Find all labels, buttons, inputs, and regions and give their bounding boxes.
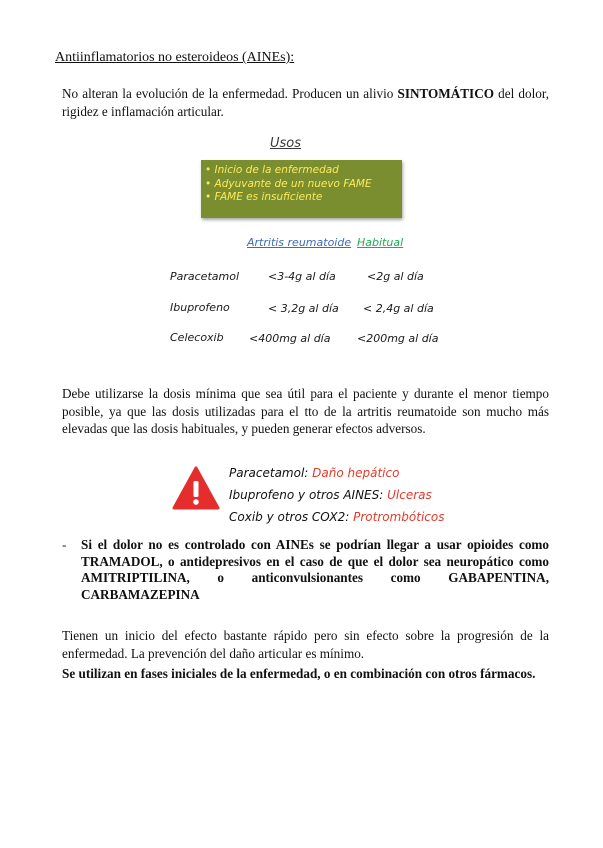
adverse-effect: Daño hepático (312, 466, 400, 480)
adverse-line (229, 510, 445, 524)
bullet-line: CARBAMAZEPINA (81, 586, 200, 602)
bullet-dash: - (62, 537, 67, 552)
adverse-label: Paracetamol: (229, 466, 309, 480)
dose-habitual: < 2,4g al día (363, 302, 434, 315)
final-paragraph: Se utilizan en fases iniciales de la enfermedad, o en combinación con otros fármacos. (62, 666, 536, 681)
usos-item: • FAME es insuficiente (205, 191, 402, 205)
warning-icon (171, 464, 221, 514)
bullet-line: TRAMADOL, o antidepresivos en el caso de que el dolor sea neuropático como (81, 553, 549, 569)
dose-habitual: <200mg al día (357, 332, 439, 345)
adverse-line (229, 466, 399, 480)
intro-paragraph (62, 85, 549, 120)
dose-paragraph: Debe utilizarse la dosis mínima que sea útil para el paciente y durante el menor tiempo posible, ya que las dosis utilizadas para el tto de la artritis reumatoide son mucho más elevadas que las dosis habituales, y pueden generar efectos adversos. (62, 386, 549, 436)
dose-ar: < 3,2g al día (268, 302, 339, 315)
dose-ar: <3-4g al día (268, 270, 336, 283)
usos-box (201, 160, 402, 218)
bullet-text (81, 537, 549, 603)
usos-title: Usos (270, 136, 302, 151)
adverse-line (229, 488, 432, 502)
drug-name: Celecoxib (170, 331, 224, 344)
usos-item: • Adyuvante de un nuevo FAME (205, 178, 402, 192)
adverse-label: Coxib y otros COX2: (229, 510, 350, 524)
section-heading: Antiinflamatorios no esteroideos (AINEs): (55, 50, 295, 65)
column-header-habitual: Habitual (357, 236, 404, 249)
dose-ar: <400mg al día (249, 332, 331, 345)
dose-habitual: <2g al día (367, 270, 424, 283)
onset-paragraph: Tienen un inicio del efecto bastante rápido pero sin efecto sobre la progresión de la enfermedad. La prevención del daño articular es mínimo. (62, 628, 549, 661)
usos-item: • Inicio de la enfermedad (205, 164, 402, 178)
drug-name: Paracetamol (170, 270, 240, 283)
intro-text-after: del dolor, rigidez e inflamación articular. (62, 86, 549, 119)
intro-bold: SINTOMÁTICO (397, 86, 494, 101)
intro-text-before: No alteran la evolución de la enfermedad. Producen un alivio (62, 86, 398, 101)
adverse-label: Ibuprofeno y otros AINES: (229, 488, 384, 502)
drug-name: Ibuprofeno (170, 301, 230, 314)
adverse-effect: Ulceras (387, 488, 432, 502)
adverse-effect: Protrombóticos (353, 510, 445, 524)
bullet-line: AMITRIPTILINA, o anticonvulsionantes como GABAPENTINA, (81, 570, 549, 585)
bullet-line: Si el dolor no es controlado con AINEs se podrían llegar a usar opioides como (81, 537, 549, 552)
column-header-artritis: Artritis reumatoide (247, 236, 352, 249)
